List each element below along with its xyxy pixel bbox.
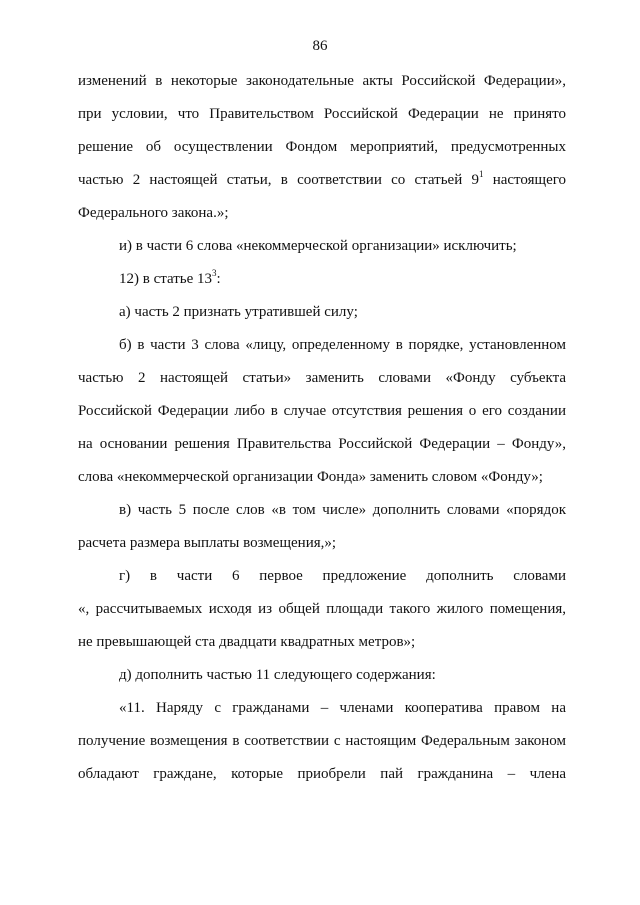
text-line-2: при условии, что Правительством Российской Федерации не принято (78, 106, 566, 122)
text-line-16: г) в части 6 первое предложение дополнить словами (119, 568, 566, 584)
text-line-4 (78, 164, 566, 197)
text-line-19: д) дополнить частью 11 следующего содержания: (119, 667, 436, 683)
text-line-8: а) часть 2 признать утратившей силу; (119, 304, 358, 320)
text-line-15: расчета размера выплаты возмещения,»; (78, 535, 337, 551)
text-line-10: частью 2 настоящей статьи» заменить словами «Фонду субъекта (78, 370, 566, 386)
text-line-12: на основании решения Правительства Российской Федерации – Фонду», (78, 436, 566, 452)
text-line-22: обладают граждане, которые приобрели пай гражданина – члена (78, 766, 566, 782)
page-number: 86 (312, 38, 328, 54)
text-line-11: Российской Федерации либо в случае отсутствия решения о его создании (78, 403, 566, 419)
superscript-1: 1 (478, 169, 484, 179)
text-line-1: изменений в некоторые законодательные акты Российской Федерации», (78, 73, 566, 89)
text-line-6: и) в части 6 слова «некоммерческой организации» исключить; (119, 238, 517, 254)
text-line-5: Федерального закона.»; (78, 205, 229, 221)
text-line-4-part-1: частью 2 настоящей статьи, в соответствии со статьей 9 (78, 172, 479, 188)
text-line-9: б) в части 3 слова «лицу, определенному в порядке, установленном (119, 337, 566, 353)
text-line-4-part-2: настоящего (483, 172, 567, 188)
superscript-3: 3 (212, 268, 217, 278)
text-line-7-part-1: 12) в статье 13 (119, 271, 213, 287)
text-line-13: слова «некоммерческой организации Фонда» заменить словом «Фонду»; (78, 469, 543, 485)
document-body (78, 65, 566, 791)
text-line-3: решение об осуществлении Фондом мероприятий, предусмотренных (78, 139, 566, 155)
text-line-7 (78, 263, 566, 296)
text-line-17: «, рассчитываемых исходя из общей площади такого жилого помещения, (78, 601, 566, 617)
text-line-20: «11. Наряду с гражданами – членами кооператива правом на (119, 700, 566, 716)
text-line-14: в) часть 5 после слов «в том числе» дополнить словами «порядок (119, 502, 566, 518)
text-line-18: не превышающей ста двадцати квадратных метров»; (78, 634, 416, 650)
text-line-7-part-2: : (216, 271, 221, 287)
text-line-21: получение возмещения в соответствии с настоящим Федеральным законом (78, 733, 566, 749)
